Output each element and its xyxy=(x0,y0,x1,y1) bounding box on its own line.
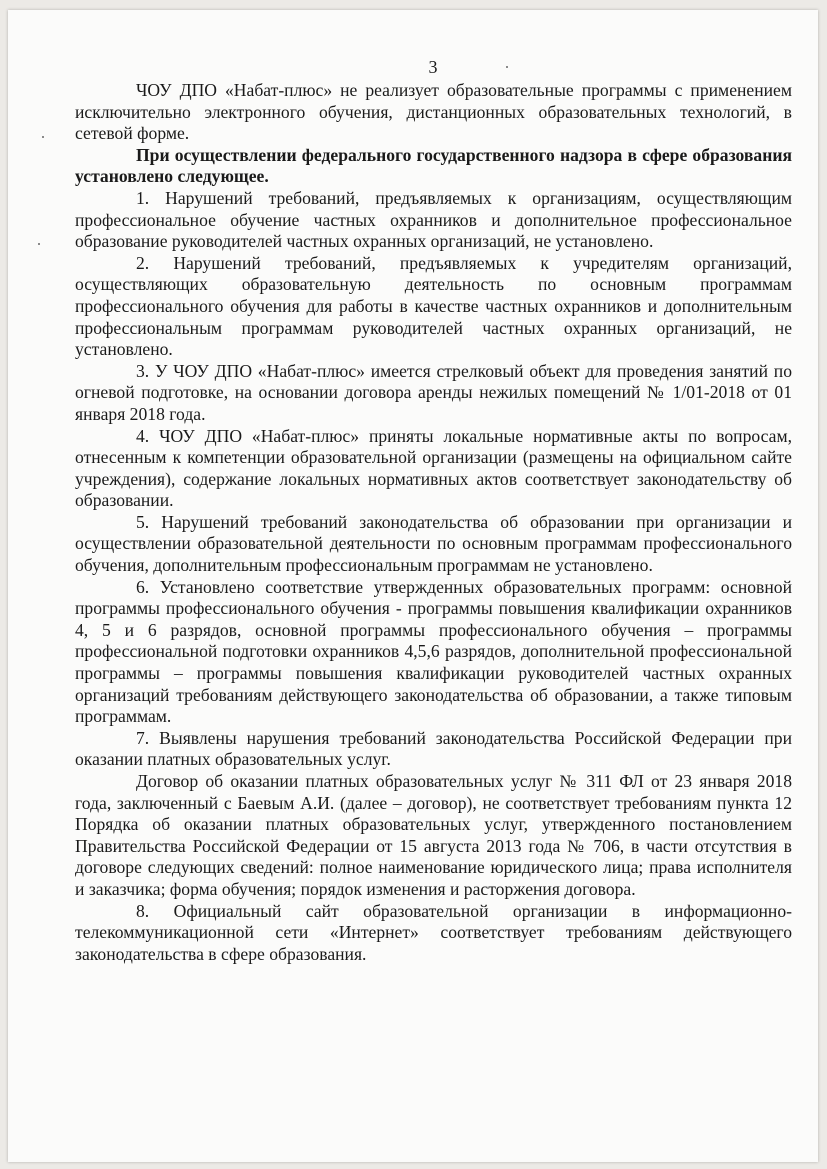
document-body xyxy=(75,80,792,965)
scan-speck xyxy=(38,243,40,245)
paragraph-item-3: 3. У ЧОУ ДПО «Набат-плюс» имеется стрелковый объект для проведения занятий по огневой подготовке, на основании договора аренды нежилых помещений № 1/01-2018 от 01 января 2018 года. xyxy=(75,360,792,424)
paragraph-heading: При осуществлении федерального государственного надзора в сфере образования установлено следующее. xyxy=(75,144,792,187)
page-number: 3 xyxy=(428,57,438,77)
paragraph-intro: ЧОУ ДПО «Набат-плюс» не реализует образовательные программы с применением исключительно электронного обучения, дистанционных образовательных технологий, в сетевой форме. xyxy=(75,80,792,144)
paragraph-item-5: 5. Нарушений требований законодательства об образовании при организации и осуществлении образовательной деятельности по основным программам профессионального обучения, дополнительным профессиональным программам не установлено. xyxy=(75,511,792,576)
paragraph-item-2: 2. Нарушений требований, предъявляемых к учредителям организаций, осуществляющих образовательную деятельность по основным программам профессионального обучения для работы в качестве частных охранников и дополнительным профессиональным программам руководителей частных охранных организаций, не установлено. xyxy=(75,252,792,360)
scan-speck xyxy=(506,66,508,68)
paragraph-contract: Договор об оказании платных образовательных услуг № 311 ФЛ от 23 января 2018 года, заключенный с Баевым А.И. (далее – договор), не соответствует требованиям пункта 12 Порядка об оказании платных образовательных услуг, утвержденного постановлением Правительства Российской Федерации от 15 августа 2013 года № 706, в части отсутствия в договоре следующих сведений: полное наименование юридического лица; права исполнителя и заказчика; форма обучения; порядок изменения и расторжения договора. xyxy=(75,771,792,899)
document-page xyxy=(8,10,818,1162)
paragraph-item-8: 8. Официальный сайт образовательной организации в информационно-телекоммуникационной сети «Интернет» соответствует требованиям действующего законодательства в сфере образования. xyxy=(75,900,792,964)
paragraph-item-1: 1. Нарушений требований, предъявляемых к организациям, осуществляющим профессиональное обучение частных охранников и дополнительное профессиональное образование руководителей частных охранных организаций, не установлено. xyxy=(75,187,792,252)
scan-speck xyxy=(42,136,44,138)
paragraph-item-4: 4. ЧОУ ДПО «Набат-плюс» приняты локальные нормативные акты по вопросам, отнесенным к компетенции образовательной организации (размещены на официальном сайте учреждения), содержание локальных нормативных актов соответствует законодательству об образовании. xyxy=(75,425,792,511)
paragraph-item-6: 6. Установлено соответствие утвержденных образовательных программ: основной программы профессионального обучения - программы повышения квалификации охранников 4, 5 и 6 разрядов, основной программы профессионального обучения – программы профессиональной подготовки охранников 4,5,6 разрядов, дополнительной профессиональной программы – программы повышения квалификации руководителей частных охранных организаций требованиям действующего законодательства об образовании, а также типовым программам. xyxy=(75,576,792,727)
paragraph-item-7: 7. Выявлены нарушения требований законодательства Российской Федерации при оказании платных образовательных услуг. xyxy=(75,727,792,770)
